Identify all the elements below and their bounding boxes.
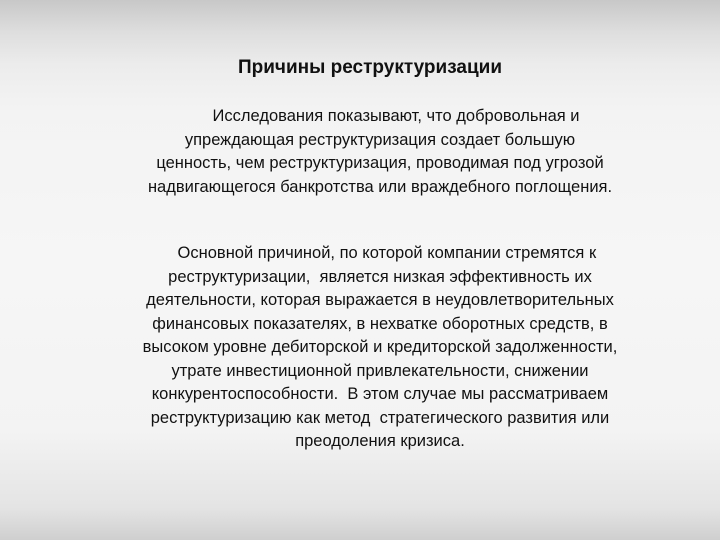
paragraph-line: ценность, чем реструктуризация, проводимая под угрозой <box>156 154 604 172</box>
paragraph-line: Основной причиной, по которой компании стремятся к <box>163 244 597 262</box>
paragraph-line: преодоления кризиса. <box>295 432 465 450</box>
slide-title: Причины реструктуризации <box>237 57 503 78</box>
paragraph-voluntary-restructuring <box>100 105 660 199</box>
paragraph-line: финансовых показателях, в нехватке оборотных средств, в <box>152 314 608 333</box>
paragraph-line: Исследования показывают, что добровольная и <box>180 107 580 125</box>
paragraph-main-reason <box>80 242 680 454</box>
paragraph-line: реструктуризации, является низкая эффективность их <box>168 267 592 286</box>
paragraph-line: утрате инвестиционной привлекательности, снижении <box>171 361 589 380</box>
paragraph-line: конкурентоспособности. В этом случае мы рассматриваем <box>151 385 609 403</box>
paragraph-line: высоком уровне дебиторской и кредиторской задолженности, <box>142 338 618 356</box>
paragraph-line: реструктуризацию как метод стратегического развития или <box>150 408 610 427</box>
paragraph-line: упреждающая реструктуризация создает большую <box>184 130 576 149</box>
paragraph-line: деятельности, которая выражается в неудовлетворительных <box>146 291 614 309</box>
paragraph-line: надвигающегося банкротства или враждебного поглощения. <box>147 177 613 196</box>
